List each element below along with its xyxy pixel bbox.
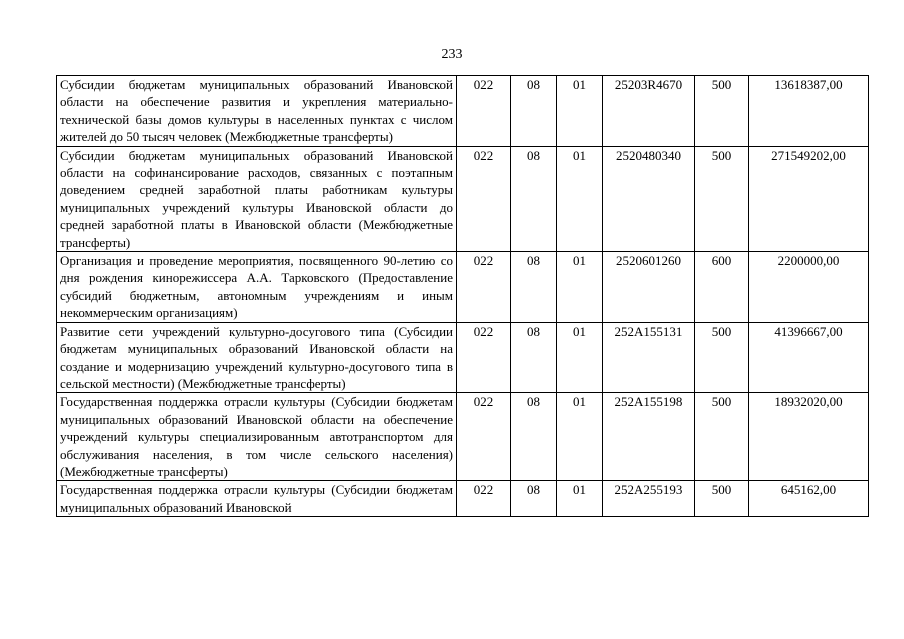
target-code-cell: 252A155131	[603, 322, 695, 393]
subsection-code-cell: 01	[557, 252, 603, 323]
table-row	[57, 481, 869, 517]
admin-code-cell: 022	[457, 481, 511, 517]
amount-cell: 2200000,00	[749, 252, 869, 323]
admin-code-cell: 022	[457, 252, 511, 323]
row-description: Государственная поддержка отрасли культуры (Субсидии бюджетам муниципальных образований Ивановской области на обеспечение учреждений культуры специализированным автотранспортом для обслуживания населения, в том числе сельского населения) (Межбюджетные трансферты)	[57, 393, 457, 481]
admin-code-cell: 022	[457, 322, 511, 393]
row-description: Субсидии бюджетам муниципальных образований Ивановской области на обеспечение развития и укрепления материально-технической базы домов культуры в населенных пунктах с числом жителей до 50 тысяч человек (Межбюджетные трансферты)	[57, 76, 457, 147]
admin-code-cell: 022	[457, 393, 511, 481]
section-code-cell: 08	[511, 393, 557, 481]
admin-code-cell: 022	[457, 76, 511, 147]
row-description: Развитие сети учреждений культурно-досугового типа (Субсидии бюджетам муниципальных образований Ивановской области на создание и модернизацию учреждений культурно-досугового типа в сельской местности) (Межбюджетные трансферты)	[57, 322, 457, 393]
budget-table	[56, 75, 869, 517]
expense-type-cell: 500	[695, 322, 749, 393]
expense-type-cell: 600	[695, 252, 749, 323]
expense-type-cell: 500	[695, 481, 749, 517]
subsection-code-cell: 01	[557, 481, 603, 517]
row-description: Субсидии бюджетам муниципальных образований Ивановской области на софинансирование расходов, связанных с поэтапным доведением средней заработной платы работникам культуры муниципальных учреждений культуры Ивановской области до средней заработной платы в Ивановской области (Межбюджетные трансферты)	[57, 146, 457, 251]
expense-type-cell: 500	[695, 76, 749, 147]
section-code-cell: 08	[511, 146, 557, 251]
table-row	[57, 252, 869, 323]
expense-type-cell: 500	[695, 146, 749, 251]
target-code-cell: 252A155198	[603, 393, 695, 481]
section-code-cell: 08	[511, 322, 557, 393]
section-code-cell: 08	[511, 481, 557, 517]
target-code-cell: 2520480340	[603, 146, 695, 251]
amount-cell: 18932020,00	[749, 393, 869, 481]
admin-code-cell: 022	[457, 146, 511, 251]
section-code-cell: 08	[511, 252, 557, 323]
target-code-cell: 2520601260	[603, 252, 695, 323]
section-code-cell: 08	[511, 76, 557, 147]
amount-cell: 13618387,00	[749, 76, 869, 147]
table-row	[57, 393, 869, 481]
table-row	[57, 322, 869, 393]
subsection-code-cell: 01	[557, 146, 603, 251]
amount-cell: 645162,00	[749, 481, 869, 517]
amount-cell: 271549202,00	[749, 146, 869, 251]
table-row	[57, 146, 869, 251]
table-row	[57, 76, 869, 147]
target-code-cell: 252A255193	[603, 481, 695, 517]
page-number: 233	[441, 47, 463, 62]
amount-cell: 41396667,00	[749, 322, 869, 393]
row-description: Государственная поддержка отрасли культуры (Субсидии бюджетам муниципальных образований Ивановской	[57, 481, 457, 517]
expense-type-cell: 500	[695, 393, 749, 481]
subsection-code-cell: 01	[557, 393, 603, 481]
row-description: Организация и проведение мероприятия, посвященного 90-летию со дня рождения кинорежиссера А.А. Тарковского (Предоставление субсидий бюджетным, автономным учреждениям и иным некоммерческим организациям)	[57, 252, 457, 323]
target-code-cell: 25203R4670	[603, 76, 695, 147]
subsection-code-cell: 01	[557, 76, 603, 147]
subsection-code-cell: 01	[557, 322, 603, 393]
